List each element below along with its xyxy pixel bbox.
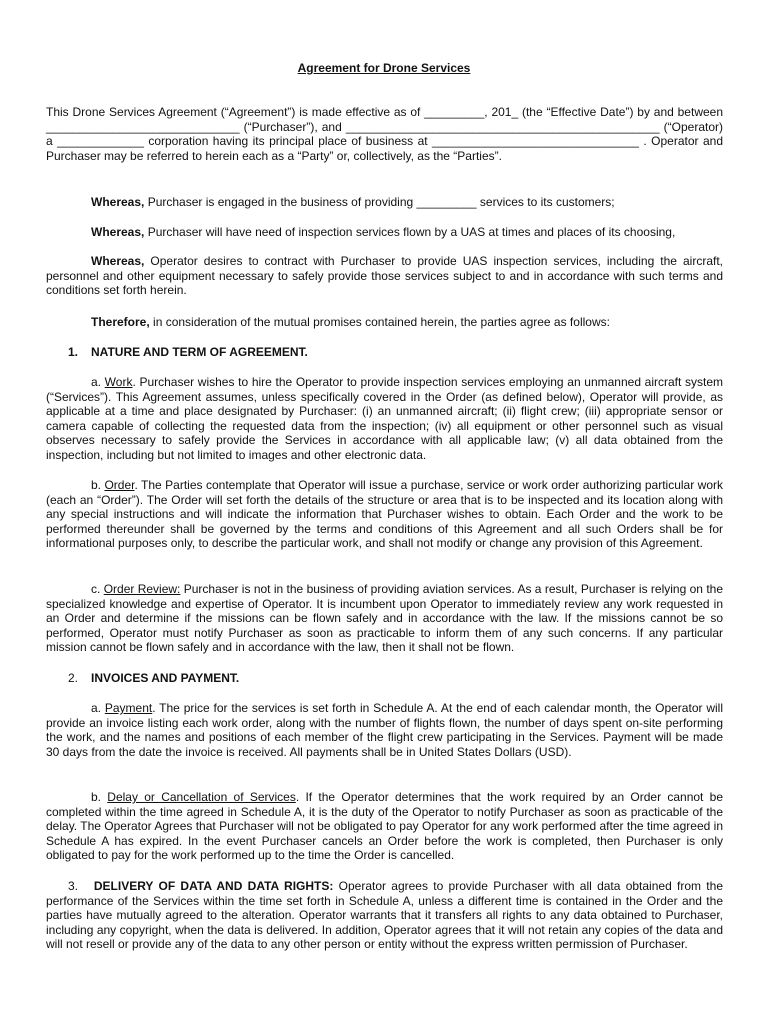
whereas-lead: Whereas, [91,195,145,209]
whereas-text: Purchaser will have need of inspection services flown by a UAS at times and places of its choosing, [144,225,676,239]
section-1-number: 1. [68,345,79,359]
therefore-paragraph [46,315,723,330]
whereas-paragraph-1 [46,195,723,210]
clause-prefix: a. [91,375,105,389]
whereas-lead: Whereas, [91,225,145,239]
section-3-paragraph [46,879,723,952]
whereas-text: Purchaser is engaged in the business of providing _________ services to its customers; [144,195,615,209]
clause-title: Payment [104,701,153,715]
whereas-paragraph-3 [46,254,723,298]
clause-prefix: b. [91,790,108,804]
section-1a-paragraph [46,375,723,463]
section-1-heading: NATURE AND TERM OF AGREEMENT. [91,345,308,359]
clause-text: . The Parties contemplate that Operator will issue a purchase, service or work order authorizing particular work (each an “Order”). The Order will set forth the details of the structure or area that is to be inspected and its location along with any special instructions and will indicate the information that Purchaser wishes to obtain. Each Order and the work to be performed thereunder shall be governed by the terms and conditions of this Agreement and all such Orders shall be for informational purposes only, to describe the particular work, and shall not modify or change any provision of this Agreement. [46,478,723,551]
clause-title: Order [104,478,135,492]
clause-text: . If the Operator determines that the work required by an Order cannot be completed within the time agreed in Schedule A, it is the duty of the Operator to notify Purchaser as soon as practicable of the delay. The Operator Agrees that Purchaser will not be obligated to pay Operator for any work performed after the time agreed in Schedule A has expired. In the event Purchaser cancels an Order before the work is completed, then Purchaser is only obligated to pay for the work performed up to the time the Order is cancelled. [46,790,724,863]
clause-text: . The price for the services is set forth in Schedule A. At the end of each calendar month, the Operator will provide an invoice listing each work order, along with the number of flights flown, the number of days spent on-site performing the work, and the names and positions of each member of the flight crew participating in the Services. Payment will be made 30 days from the date the invoice is received. All payments shall be in United States Dollars (USD). [46,701,723,759]
section-3-heading: DELIVERY OF DATA AND DATA RIGHTS: [93,879,334,893]
section-2-heading: INVOICES AND PAYMENT. [91,671,240,685]
clause-prefix: c. [91,582,104,596]
whereas-paragraph-2 [46,225,723,240]
clause-title: Work [104,375,133,389]
clause-text: Purchaser is not in the business of providing aviation services. As a result, Purchaser is relying on the specialized knowledge and expertise of Operator. It is incumbent upon Operator to immediately review any work requested in an Order and determine if the missions can be flown safely and in accordance with the law. If the missions cannot be so performed, Operator must notify Purchaser as soon as practicable to inform them of any such concerns. If any particular mission cannot be flown safely and in accordance with the law, then it shall not be flown. [46,582,724,655]
whereas-lead: Whereas, [91,254,145,268]
section-2b-paragraph [46,790,723,863]
clause-prefix: b. [91,478,105,492]
clause-text: . Purchaser wishes to hire the Operator to provide inspection services employing an unmanned aircraft system (“Services”). This Agreement assumes, unless specifically covered in the Order (as defined below), Operator will provide, as applicable at a time and place designated by Purchaser: (i) an unmanned aircraft; (ii) flight crew; (iii) appropriate sensor or camera capable of collecting the requested data from the inspection; (iv) all equipment or other personnel such as visual observes necessary to safely provide the Services in accordance with all applicable law; (v) all data obtained from the inspection, including but not limited to images and other electronic data. [46,375,723,462]
section-3-text: Operator agrees to provide Purchaser with all data obtained from the performance of the Services within the time set forth in Schedule A, unless a different time is contained in the Order and the parties have mutually agreed to the alteration. Operator warrants that it transfers all rights to any data obtained to Purchaser, including any copyright, when the data is delivered. In addition, Operator agrees that it will not retain any copies of the data and will not resell or provide any of the data to any other person or entity without the express written permission of Purchaser. [46,879,723,952]
clause-title: Order Review: [103,582,181,596]
section-2-number: 2. [68,671,79,685]
clause-title: Delay or Cancellation of Services [107,790,296,804]
section-1b-paragraph [46,478,723,551]
section-2a-paragraph [46,701,723,759]
therefore-text: in consideration of the mutual promises contained herein, the parties agree as follows: [149,315,610,329]
document-title: Agreement for Drone Services [297,61,471,75]
intro-paragraph: This Drone Services Agreement (“Agreement”) is made effective as of _________, 201_ (the “Effective Date”) by and between _____________________________ (“Purchaser”), and _______________________________________________ (“Operator) a _____________ corporation having its principal place of business at _______________________________ . Operator and Purchaser may be referred to herein each as a “Party” or, collectively, as the “Parties”. [46,105,723,163]
whereas-text: Operator desires to contract with Purchaser to provide UAS inspection services, including the aircraft, personnel and other equipment necessary to safely provide those services subject to and in accordance with such terms and conditions set forth herein. [46,254,723,298]
therefore-lead: Therefore, [91,315,150,329]
section-1c-paragraph [46,582,723,655]
clause-prefix: a. [91,701,105,715]
section-3-number: 3. [68,879,79,893]
